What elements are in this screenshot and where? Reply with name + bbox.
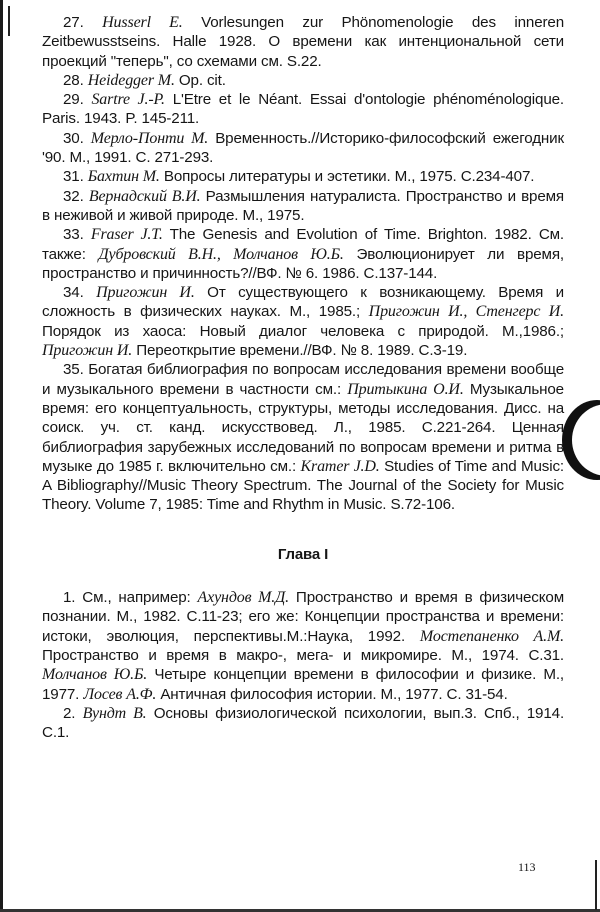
author: Ахундов М.Д.: [197, 589, 290, 607]
footnote-28: 28. Heidegger M. Op. cit.: [63, 71, 226, 89]
author: Heidegger M.: [87, 71, 175, 89]
binding-hole-mark: [562, 400, 600, 480]
author: Молчанов Ю.Б.: [42, 666, 148, 684]
footnote-35: 35. Богатая библиография по вопросам исследования времени вообще и музыкального времени в частности см.: Притыкина О.И. Музыкальное время: его концептуальность, структуры, методы исследования. Дисс. на соиск. уч. ст. канд. искусствовед. Л., 1985. С.221-264. Ценная библиография зарубежных исследований по вопросам времени и ритма в музыке до 1985 г. включительно см.: Kramer J.D. Studies of Time and Music: A Bibliography//Music Theory Spectrum. The Journal of the Society for Music Theory. Volume 7, 1985: Time and Rhythm in Music. S.72-106.: [42, 361, 564, 514]
document-page: [42, 13, 564, 742]
page-right-edge: [595, 860, 597, 910]
author: Пригожин И.: [42, 342, 133, 360]
footnote-30: 30. Мерло-Понти М. Временность.//Историко-философский ежегодник '90. М., 1991. С. 271-293.: [42, 129, 564, 167]
page-number: 113: [518, 860, 536, 874]
footnote-29: 29. Sartre J.-P. L'Etre et le Néant. Essai d'ontologie phénoménologique. Paris. 1943. P. 145-211.: [42, 91, 564, 128]
footnote-34: 34. Пригожин И. От существующего к возникающему. Время и сложность в физических науках. М., 1985.; Пригожин И., Стенгерс И. Порядок из хаоса: Новый диалог человека с природой. М.,1986.; Пригожин И. Переоткрытие времени.//ВФ. № 8. 1989. С.3-19.: [42, 284, 565, 360]
author: Мерло-Понти М.: [90, 129, 209, 147]
author: Мостепаненко А.М.: [419, 627, 564, 645]
footnote-27: 27. Husserl E. Vorlesungen zur Phönomenologie des inneren Zeitbewusstseins. Halle 1928. О времени как интенциональной сети проекций "теперь", со схемами см. S.22.: [42, 14, 564, 70]
author: Бахтин М.: [87, 168, 160, 186]
author: Fraser J.T.: [90, 226, 163, 244]
footnote-31: 31. Бахтин М. Вопросы литературы и эстетики. М., 1975. С.234-407.: [63, 168, 535, 186]
footnote-ch1-1: 1. См., например: Ахундов М.Д. Пространство и время в физическом познании. М., 1982. С.11-23; его же: Концепции пространства и времени: истоки, эволюция, перспективы.М.:Наука, 1992. Мостепаненко А.М. Пространство и время в макро-, мега- и микромире. М., 1974. С.31. Молчанов Ю.Б. Четыре концепции времени в философии и физике. М., 1977. Лосев А.Ф. Античная философия истории. М., 1977. С. 31-54.: [42, 589, 564, 703]
author: Дубровский В.Н., Молчанов Ю.Б.: [98, 245, 344, 263]
footnote-ch1-2: 2. Вундт В. Основы физиологической психологии, вып.3. Спб., 1914. С.1.: [42, 704, 565, 742]
chapter-heading: Глава I: [277, 545, 329, 563]
author: Husserl E.: [102, 14, 183, 31]
author: Пригожин И.: [96, 284, 195, 302]
footnote-33: 33. Fraser J.T. The Genesis and Evolution of Time. Brighton. 1982. См. также: Дубровский В.Н., Молчанов Ю.Б. Эволюционирует ли время, пространство и причинность?//ВФ. № 6. 1986. С.137-144.: [42, 226, 565, 282]
author: Kramer J.D.: [300, 457, 380, 475]
page-left-edge: [0, 0, 3, 912]
footnote-32: 32. Вернадский В.И. Размышления натуралиста. Пространство и время в неживой и живой природе. М., 1975.: [42, 187, 564, 224]
scan-mark: [8, 6, 10, 36]
author: Вундт В.: [82, 704, 147, 722]
author: Sartre J.-P.: [91, 91, 165, 109]
author: Лосев А.Ф.: [83, 685, 157, 703]
author: Вернадский В.И.: [88, 187, 201, 205]
author: Пригожин И., Стенгерс И.: [368, 303, 564, 321]
author: Притыкина О.И.: [347, 380, 464, 398]
